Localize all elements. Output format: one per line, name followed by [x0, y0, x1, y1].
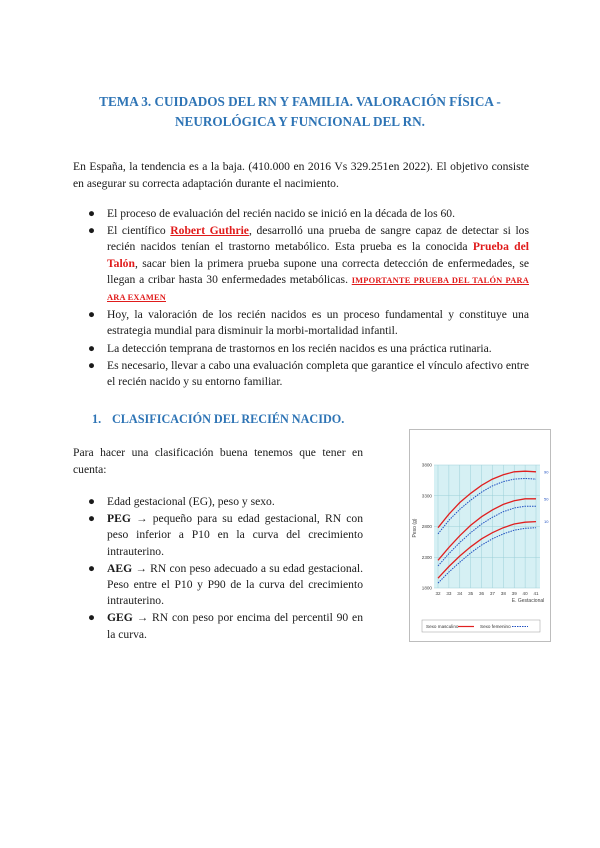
- exam-note-highlight: IMPORTANTE PRUEBA DEL TALÓN PARA ARA EXAMEN: [107, 275, 529, 303]
- bullet-text: → RN con peso adecuado a su edad gestacional. Peso entre el P10 y P90 de la curva del crecimiento intrauterino.: [107, 561, 363, 608]
- x-tick-label: 35: [468, 591, 474, 596]
- x-axis-label: E. Gestacional: [511, 598, 545, 604]
- intro-paragraph: En España, la tendencia es a la baja. (410.000 en 2016 Vs 329.251en 2022). El objetivo consiste en asegurar su correcta adaptación durante el nacimiento.: [73, 160, 529, 190]
- percentile-mark: 50: [544, 496, 549, 502]
- page-title: [60, 92, 540, 132]
- geg-label: GEG: [107, 611, 133, 625]
- bullet-text: El proceso de evaluación del recién nacido se inició en la década de los 60.: [107, 207, 455, 220]
- list-item: [73, 341, 529, 357]
- section-number: 1.: [92, 412, 102, 426]
- x-tick-label: 41: [533, 591, 539, 596]
- classification-intro: Para hacer una clasificación buena tenemos que tener en cuenta:: [73, 446, 363, 476]
- percentile-mark: 90: [544, 469, 549, 475]
- growth-chart: [409, 429, 551, 642]
- bullet-text: Hoy, la valoración de los recién nacidos es un proceso fundamental y constituye una estrategia mundial para disminuir la morbi-mortalidad infantil.: [107, 308, 529, 338]
- section-title: CLASIFICACIÓN DEL RECIÉN NACIDO.: [112, 412, 345, 426]
- x-tick-label: 39: [511, 591, 517, 596]
- x-tick-label: 36: [478, 591, 485, 596]
- guthrie-link[interactable]: Robert Guthrie: [170, 224, 249, 238]
- bullet-text: → pequeño para su edad gestacional, RN con peso inferior a P10 en la curva del crecimiento intrauterino.: [107, 512, 363, 558]
- percentile-mark: 10: [544, 519, 549, 525]
- bullet-marker: ●: [88, 561, 96, 575]
- bullet-marker: ●: [88, 207, 96, 220]
- x-tick-label: 32: [435, 591, 441, 596]
- list-item: [73, 307, 529, 339]
- y-tick-label: 1800: [421, 585, 432, 591]
- classification-list: [73, 494, 363, 644]
- list-item: [73, 610, 363, 642]
- bullet-list: [73, 206, 529, 391]
- x-tick-label: 37: [489, 591, 496, 596]
- bullet-marker: ●: [88, 358, 96, 372]
- x-tick-label: 34: [457, 591, 463, 596]
- x-tick-label: 38: [500, 591, 506, 596]
- bullet-text: Edad gestacional (EG), peso y sexo.: [107, 495, 275, 508]
- bullet-marker: ●: [88, 308, 96, 322]
- list-item: [73, 511, 363, 560]
- bullet-text: Es necesario, llevar a cabo una evaluación completa que garantice el vínculo afectivo entre el recién nacido y su entorno familiar.: [107, 358, 529, 389]
- list-item: [73, 206, 529, 222]
- growth-chart-svg: [410, 430, 550, 641]
- aeg-label: AEG: [107, 561, 133, 575]
- legend-male-label: Sexo masculino: [426, 624, 459, 629]
- peg-label: PEG: [107, 512, 131, 526]
- bullet-text: → RN con peso por encima del percentil 90 en la curva.: [107, 611, 363, 641]
- bullet-marker: ●: [88, 341, 96, 355]
- title-line-2: NEUROLÓGICA Y FUNCIONAL DEL RN.: [175, 114, 425, 129]
- y-tick-label: 2300: [421, 554, 432, 560]
- y-tick-label: 3300: [421, 493, 432, 499]
- bullet-marker: ●: [88, 611, 96, 625]
- prueba-talon-highlight: Prueba del Talón: [107, 240, 530, 270]
- bullet-marker: ●: [88, 512, 96, 526]
- bullet-text: , sacar bien la primera prueba supone una correcta detección de enfermedades, se llegan a cribar hasta 30 enfermedades metabólicas.: [107, 256, 529, 286]
- title-line-1: TEMA 3. CUIDADOS DEL RN Y FAMILIA. VALORACIÓN FÍSICA -: [99, 94, 501, 109]
- bullet-text: El científico: [107, 224, 171, 238]
- bullet-marker: ●: [88, 224, 96, 238]
- list-item: [73, 358, 529, 390]
- y-axis-label: Peso (g): [412, 518, 418, 538]
- y-tick-label: 2800: [421, 524, 432, 530]
- x-tick-label: 40: [522, 591, 528, 596]
- section-heading: [92, 412, 344, 427]
- list-item: [73, 223, 529, 306]
- bullet-marker: ●: [88, 495, 96, 508]
- legend-female-label: Sexo femenino: [480, 624, 511, 629]
- bullet-text: La detección temprana de trastornos en los recién nacidos es una práctica rutinaria.: [107, 341, 492, 355]
- x-tick-label: 33: [446, 591, 452, 596]
- y-tick-label: 3800: [421, 462, 432, 468]
- bullet-text: , desarrolló una prueba de sangre capaz de detectar si los recién nacidos tenían el trastorno metabólico. Esta prueba es la conocida: [107, 224, 529, 254]
- list-item: [73, 561, 363, 610]
- list-item: [73, 494, 363, 510]
